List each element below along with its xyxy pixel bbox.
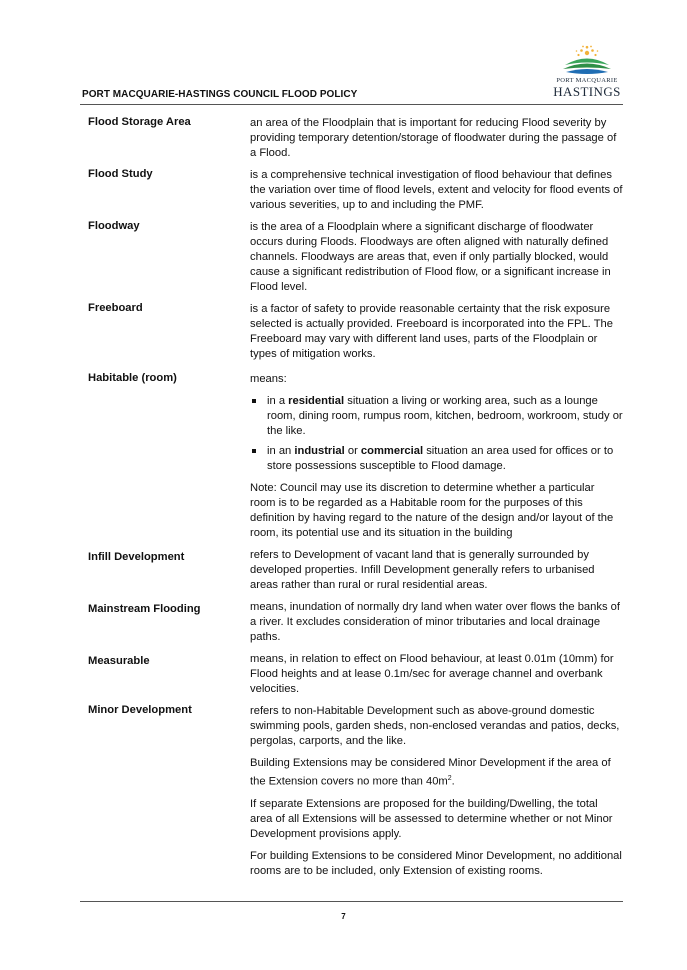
page-number: 7: [341, 912, 346, 921]
logo-text-bottom: HASTINGS: [553, 84, 621, 99]
list-item: [250, 394, 623, 439]
definition-term: Flood Study: [88, 168, 153, 180]
definition-body: [250, 116, 623, 161]
bullet-list: [250, 394, 623, 474]
period: .: [451, 775, 455, 788]
definition-body: [250, 704, 623, 879]
definition-body: [250, 302, 623, 362]
council-logo-icon: [560, 44, 614, 78]
definition-text: refers to non-Habitable Development such as above-ground domestic swimming pools, garden sheds, non-enclosed verandas and patios, decks, pergolas, carports, and the like.: [250, 705, 620, 747]
definition-term: Freeboard: [88, 302, 143, 314]
list-item: [250, 444, 623, 474]
bullet-square-icon: [252, 449, 256, 453]
definition-body: [250, 548, 623, 593]
definition-text: refers to Development of vacant land that is generally surrounded by developed properties. Infill Development generally refers to urbanised areas rather than rural or rural residential areas.: [250, 549, 595, 591]
definition-text: is a factor of safety to provide reasonable certainty that the risk exposure selected is actually provided. Freeboard is incorporated into the FPL. The Freeboard may vary with different land uses, parts of the Floodplain or types of mitigation works.: [250, 303, 613, 360]
definition-flood-storage-area: [88, 116, 623, 161]
council-logo: [552, 44, 622, 98]
definition-body: [250, 652, 623, 697]
definition-text: [250, 756, 623, 790]
logo-text-top: PORT MACQUARIE: [556, 77, 618, 84]
definition-habitable-room: [88, 372, 623, 541]
definition-term: Habitable (room): [88, 372, 177, 384]
bullet-emphasis: residential: [288, 395, 345, 407]
definition-body: [250, 600, 623, 645]
definition-text: is a comprehensive technical investigation of flood behaviour that defines the variation over time of flood levels, extent and velocity for flood events of various severities, up to and including the PMF.: [250, 169, 623, 211]
extension-area-text: Building Extensions may be considered Minor Development if the area of the Extension covers no more than 40m: [250, 757, 611, 788]
header-divider: [80, 104, 623, 105]
definition-flood-study: [88, 168, 623, 213]
footer-divider: [80, 901, 623, 902]
bullet-emphasis: industrial: [294, 445, 345, 457]
definition-term: Mainstream Flooding: [88, 603, 201, 615]
bullet-text: in a: [267, 395, 289, 407]
definition-term: Flood Storage Area: [88, 116, 191, 128]
definition-text: means, inundation of normally dry land when water over flows the banks of a river. It excludes consideration of minor tributaries and local drainage paths.: [250, 601, 621, 643]
definition-minor-development: [88, 704, 623, 879]
definition-text: If separate Extensions are proposed for the building/Dwelling, the total area of all Extensions will be assessed to determine whether or not Minor Development provisions apply.: [250, 797, 613, 840]
bullet-text: or: [344, 445, 361, 457]
definition-text: an area of the Floodplain that is important for reducing Flood severity by providing temporary detention/storage of floodwater during the passage of a Flood.: [250, 117, 617, 159]
definition-text: For building Extensions to be considered Minor Development, no additional rooms are to be included, only Extension of existing rooms.: [250, 849, 622, 877]
definition-body: [250, 372, 623, 541]
definition-term: Measurable: [88, 655, 150, 667]
definition-mainstream-flooding: [88, 600, 623, 645]
definition-text: is the area of a Floodplain where a significant discharge of floodwater occurs during Floods. Floodways are often aligned with naturally defined channels. Floodways are areas that, even if only partially blocked, would cause a significant redistribution of Flood flow, or a significant increase in Flood level.: [250, 221, 611, 293]
bullet-text: in an: [267, 445, 295, 457]
definitions-list: [88, 116, 623, 886]
header-title: PORT MACQUARIE-HASTINGS COUNCIL FLOOD POLICY: [82, 89, 358, 100]
definition-term: Infill Development: [88, 551, 185, 563]
bullet-square-icon: [252, 399, 256, 403]
definition-freeboard: [88, 302, 623, 362]
definition-floodway: [88, 220, 623, 295]
definition-body: [250, 168, 623, 213]
definition-infill-development: [88, 548, 623, 593]
bullet-text: situation an area used for offices or to store possessions susceptible to Flood damage.: [267, 445, 614, 472]
definition-intro: means:: [250, 373, 287, 385]
definition-text: means, in relation to effect on Flood behaviour, at least 0.01m (10mm) for Flood heights and at lease 0.1m/sec for average channel and overbank velocities.: [250, 653, 614, 695]
definition-body: [250, 220, 623, 295]
definition-term: Minor Development: [88, 704, 192, 716]
superscript: 2: [447, 775, 452, 782]
definition-note: Note: Council may use its discretion to determine whether a particular room is to be regarded as a Habitable room for the purposes of this definition by having regard to the nature of the design and/or layout of the room, its potential use and its situation in the building: [250, 482, 614, 539]
definition-measurable: [88, 652, 623, 697]
bullet-emphasis: commercial: [360, 445, 424, 457]
bullet-text: situation a living or working area, such as a lounge room, dining room, rumpus room, kitchen, bedroom, workroom, study or the like.: [267, 395, 623, 437]
definition-term: Floodway: [88, 220, 140, 232]
